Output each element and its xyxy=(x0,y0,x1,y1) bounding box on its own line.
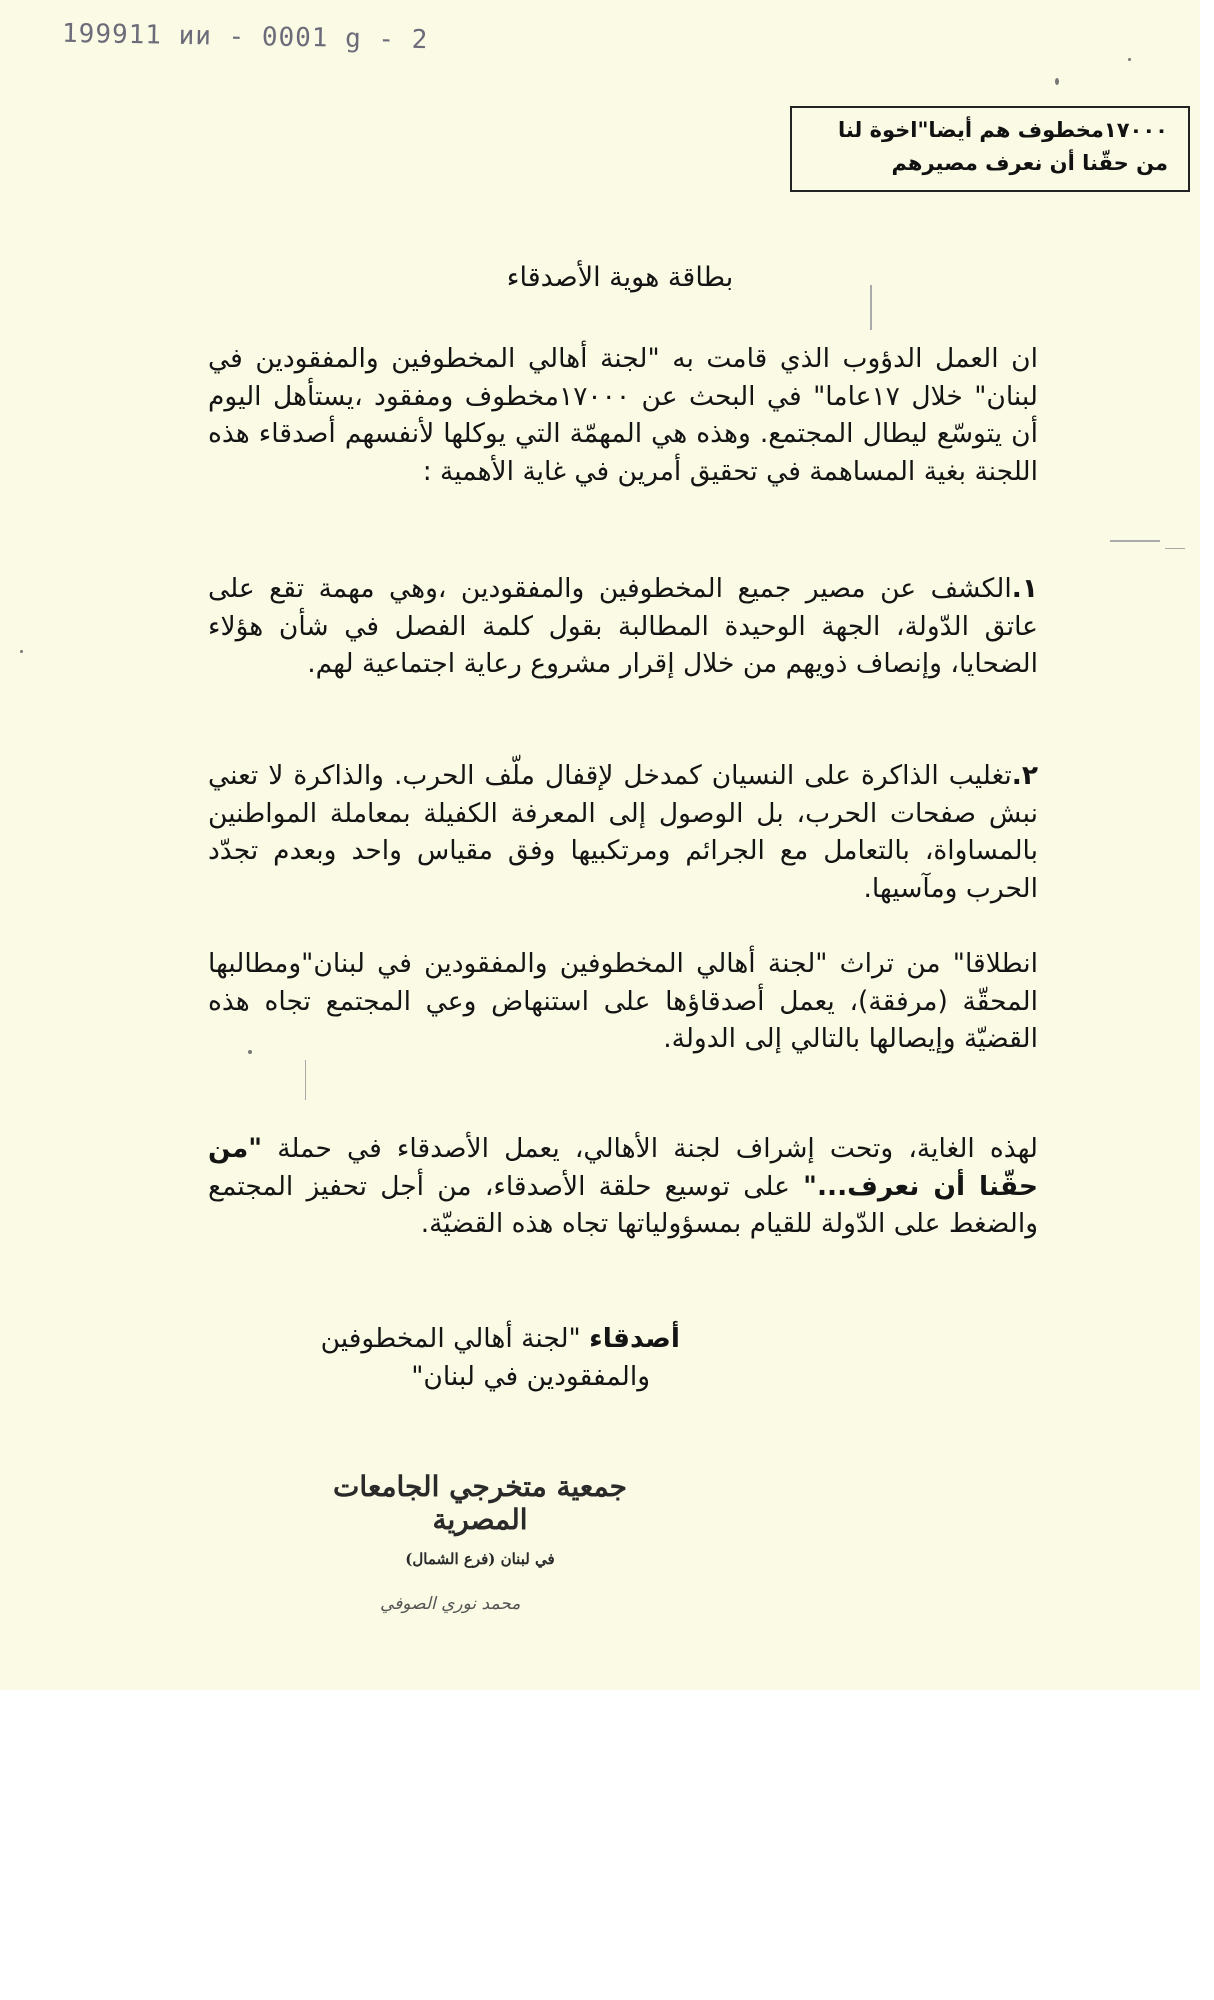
point-2-number: ٢. xyxy=(1011,760,1038,791)
intro-paragraph: ان العمل الدؤوب الذي قامت به "لجنة أهالي المخطوفين والمفقودين في لبنان" خلال ١٧عاما" في البحث عن ١٧٠٠٠مخطوف ومفقود ،يستأهل اليوم أن يتوسّع ليطال المجتمع. وهذه هي المهمّة التي يوكلها لأنفسهم أصدقاء هذه اللجنة بغية المساهمة في تحقيق أمرين في غاية الأهمية : xyxy=(208,343,1038,487)
stamp-name: جمعية متخرجي الجامعات المصرية xyxy=(333,1470,627,1536)
scan-speck xyxy=(20,650,23,653)
point-1-number: ١. xyxy=(1011,573,1038,604)
scan-speck xyxy=(1128,58,1131,61)
scan-speck xyxy=(1055,78,1059,85)
point-2 xyxy=(208,757,1038,907)
handwritten-signature-name: محمد نوري الصوفي xyxy=(380,1594,521,1614)
association-stamp xyxy=(330,1470,630,1568)
signature-line-2: والمفقودين في لبنان" xyxy=(411,1361,650,1392)
point-1 xyxy=(208,570,1038,683)
signature-line-1 xyxy=(230,1320,680,1358)
point-2-text: تغليب الذاكرة على النسيان كمدخل لإقفال ملّف الحرب. والذاكرة لا تعني نبش صفحات الحرب، بل الوصول إلى المعرفة الكفيلة بمعاملة المواطنين بالمساواة، بالتعامل مع الجرائم ومرتكبيها وفق مقياس واحد وبعدم تجدّد الحرب ومآسيها. xyxy=(208,760,1038,904)
point-1-text: الكشف عن مصير جميع المخطوفين والمفقودين ،وهي مهمة تقع على عاتق الدّولة، الجهة الوحيدة المطالبة بقول كلمة الفصل في شأن هؤلاء الضحايا، وإنصاف ذويهم من خلال إقرار مشروع رعاية اجتماعية لهم. xyxy=(208,573,1038,679)
blank-margin xyxy=(0,1690,1214,2000)
campaign-paragraph-part2: على توسيع حلقة الأصدقاء، من أجل تحفيز المجتمع والضغط على الدّولة للقيام بمسؤولياتها تجاه هذه القضيّة. xyxy=(208,1170,1038,1239)
campaign-paragraph xyxy=(208,1130,1038,1243)
scan-mark xyxy=(305,1060,306,1100)
scan-mark xyxy=(870,285,872,330)
scan-speck xyxy=(248,1050,252,1054)
signature-bold-word: أصدقاء xyxy=(589,1323,680,1354)
slogan-line-2: من حقّنا أن نعرف مصيرهم xyxy=(891,151,1168,175)
campaign-name: "من حقّنا أن نعرف..." xyxy=(208,1133,1038,1202)
signature-block xyxy=(230,1320,680,1396)
heritage-paragraph: انطلاقا" من تراث "لجنة أهالي المخطوفين والمفقودين في لبنان"ومطالبها المحقّة (مرفقة)، يعمل أصدقاؤها على استنهاض وعي المجتمع تجاه هذه القضيّة وإيصالها بالتالي إلى الدولة. xyxy=(208,948,1038,1054)
stamp-branch: في لبنان (فرع الشمال) xyxy=(405,1550,555,1568)
scan-mark xyxy=(1165,548,1185,549)
slogan-line-1: ١٧٠٠٠مخطوف هم أيضا"اخوة لنا xyxy=(837,118,1168,142)
scan-mark xyxy=(1110,540,1160,542)
archive-reference: 199911 ии - 0001 g - 2 xyxy=(61,18,429,56)
page-title: بطاقة هوية الأصدقاء xyxy=(506,262,734,293)
campaign-paragraph-part1: لهذه الغاية، وتحت إشراف لجنة الأهالي، يعمل الأصدقاء في حملة xyxy=(262,1133,1038,1164)
slogan-box xyxy=(790,106,1190,192)
signature-committee: "لجنة أهالي المخطوفين xyxy=(320,1323,590,1354)
